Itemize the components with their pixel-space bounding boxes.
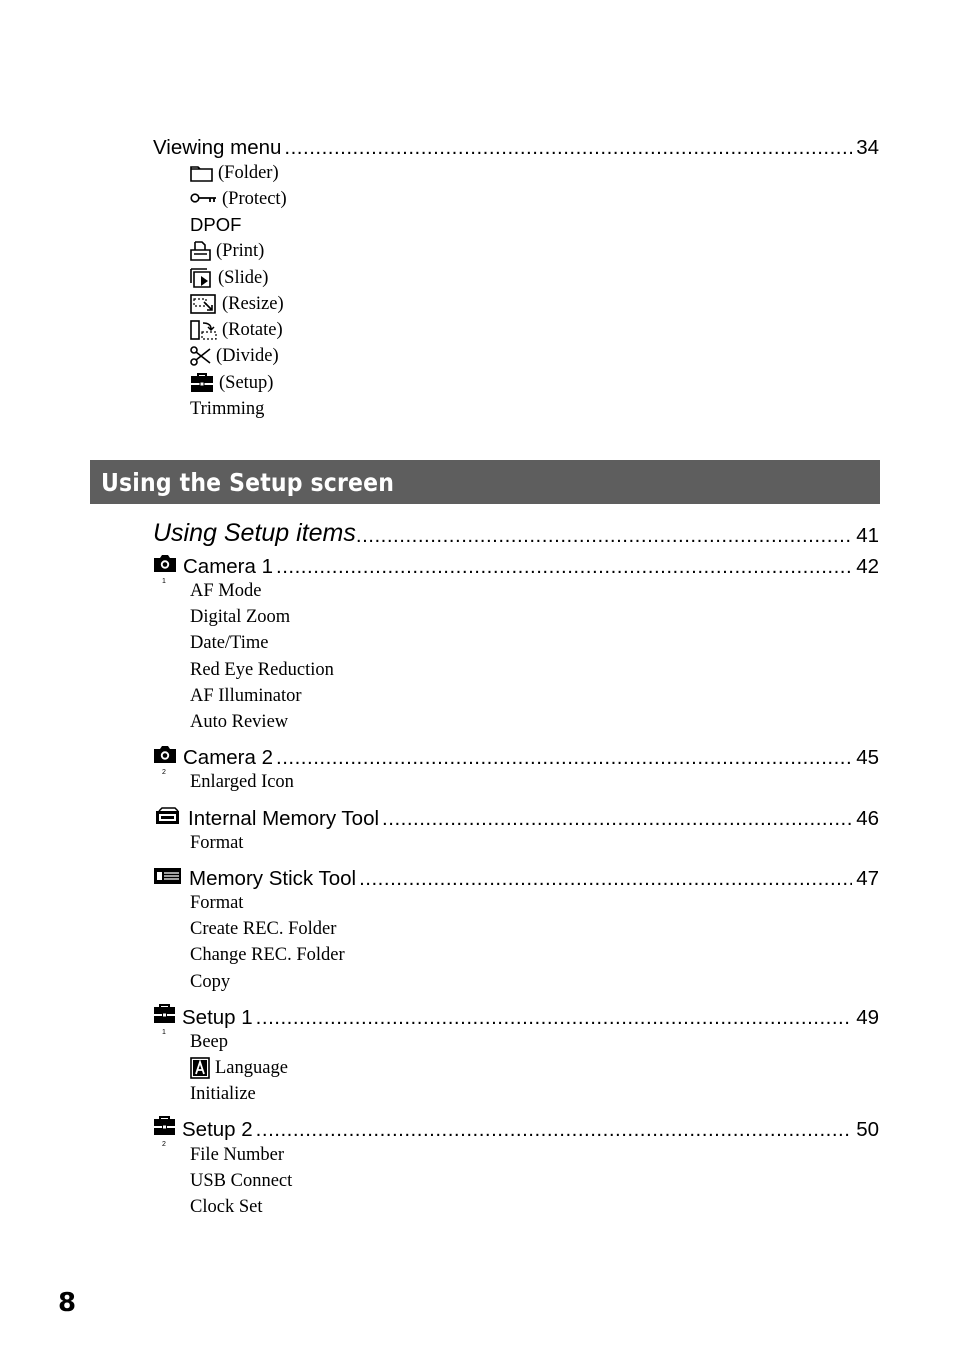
toolbox-icon bbox=[190, 373, 214, 393]
toolbox-icon: 1 bbox=[153, 1004, 176, 1029]
sub-file-number: File Number bbox=[190, 1144, 285, 1165]
sub-trimming: Trimming bbox=[190, 398, 265, 419]
toc-label: Viewing menu bbox=[153, 135, 282, 159]
key-icon bbox=[190, 193, 217, 205]
leader-dots bbox=[382, 809, 852, 830]
sub-af-mode: AF Mode bbox=[190, 580, 262, 601]
language-icon bbox=[190, 1057, 210, 1079]
toc-label: Setup 1 bbox=[182, 1005, 253, 1029]
sub-divide: (Divide) bbox=[190, 345, 279, 367]
sub-protect: (Protect) bbox=[190, 188, 287, 210]
toc-memory-stick-tool[interactable] bbox=[153, 863, 879, 889]
toc-setup-2[interactable] bbox=[153, 1114, 879, 1148]
toc-label: Memory Stick Tool bbox=[189, 866, 357, 890]
rotate-icon bbox=[190, 320, 217, 340]
page-number: 8 bbox=[58, 1288, 77, 1318]
leader-dots bbox=[276, 557, 852, 578]
slide-icon bbox=[190, 268, 213, 288]
sub-red-eye: Red Eye Reduction bbox=[190, 659, 334, 680]
sub-format-internal: Format bbox=[190, 832, 244, 853]
sub-copy: Copy bbox=[190, 971, 231, 992]
sub-create-rec-folder: Create REC. Folder bbox=[190, 918, 337, 939]
toc-camera-2[interactable] bbox=[153, 742, 879, 776]
leader-dots bbox=[256, 1008, 853, 1029]
sub-setup: (Setup) bbox=[190, 372, 273, 394]
toc-page: 42 bbox=[856, 554, 879, 578]
leader-dots bbox=[356, 526, 852, 547]
sub-enlarged-icon: Enlarged Icon bbox=[190, 771, 294, 792]
scissors-icon bbox=[190, 346, 211, 366]
leader-dots bbox=[276, 748, 852, 769]
leader-dots bbox=[284, 138, 852, 159]
toc-page: 46 bbox=[856, 806, 879, 830]
sub-folder: (Folder) bbox=[190, 162, 279, 184]
sub-rotate: (Rotate) bbox=[190, 319, 283, 341]
toc-internal-memory-tool[interactable] bbox=[153, 803, 879, 829]
toc-using-setup-items[interactable] bbox=[153, 518, 879, 546]
sub-resize: (Resize) bbox=[190, 293, 284, 315]
sub-digital-zoom: Digital Zoom bbox=[190, 606, 291, 627]
leader-dots bbox=[256, 1120, 853, 1141]
toc-page: 41 bbox=[856, 523, 879, 547]
toc-viewing-menu[interactable] bbox=[153, 132, 879, 158]
sub-change-rec-folder: Change REC. Folder bbox=[190, 944, 345, 965]
sub-dpof: DPOF bbox=[190, 213, 242, 235]
sub-slide: (Slide) bbox=[190, 267, 268, 289]
toc-setup-1[interactable] bbox=[153, 1002, 879, 1036]
camera-icon: 1 bbox=[153, 554, 177, 578]
sub-beep: Beep bbox=[190, 1031, 229, 1052]
sub-initialize: Initialize bbox=[190, 1083, 256, 1104]
toc-label: Camera 1 bbox=[183, 554, 274, 578]
toc-label: Camera 2 bbox=[183, 745, 274, 769]
sub-format-stick: Format bbox=[190, 892, 244, 913]
toc-page: 49 bbox=[856, 1005, 879, 1029]
sub-date-time: Date/Time bbox=[190, 632, 269, 653]
toc-label: Using Setup items bbox=[153, 519, 356, 547]
section-banner bbox=[90, 460, 880, 504]
sub-clock-set: Clock Set bbox=[190, 1196, 263, 1217]
sub-language: Language bbox=[190, 1057, 288, 1079]
sub-af-illuminator: AF Illuminator bbox=[190, 685, 302, 706]
leader-dots bbox=[359, 869, 852, 890]
sub-print: (Print) bbox=[190, 240, 264, 262]
section-title: Using the Setup screen bbox=[101, 467, 395, 497]
internal-memory-icon bbox=[155, 806, 180, 830]
toc-label: Setup 2 bbox=[182, 1117, 253, 1141]
sub-usb-connect: USB Connect bbox=[190, 1170, 293, 1191]
toolbox-icon: 2 bbox=[153, 1116, 176, 1141]
print-icon bbox=[190, 241, 211, 261]
resize-icon bbox=[190, 294, 217, 314]
memory-stick-icon bbox=[153, 866, 182, 890]
folder-icon bbox=[190, 164, 213, 182]
camera-icon: 2 bbox=[153, 745, 177, 769]
toc-page: 50 bbox=[856, 1117, 879, 1141]
toc-page: 34 bbox=[856, 135, 879, 159]
toc-label: Internal Memory Tool bbox=[188, 806, 380, 830]
toc-page: 47 bbox=[856, 866, 879, 890]
sub-auto-review: Auto Review bbox=[190, 711, 289, 732]
toc-page: 45 bbox=[856, 745, 879, 769]
toc-camera-1[interactable] bbox=[153, 551, 879, 585]
